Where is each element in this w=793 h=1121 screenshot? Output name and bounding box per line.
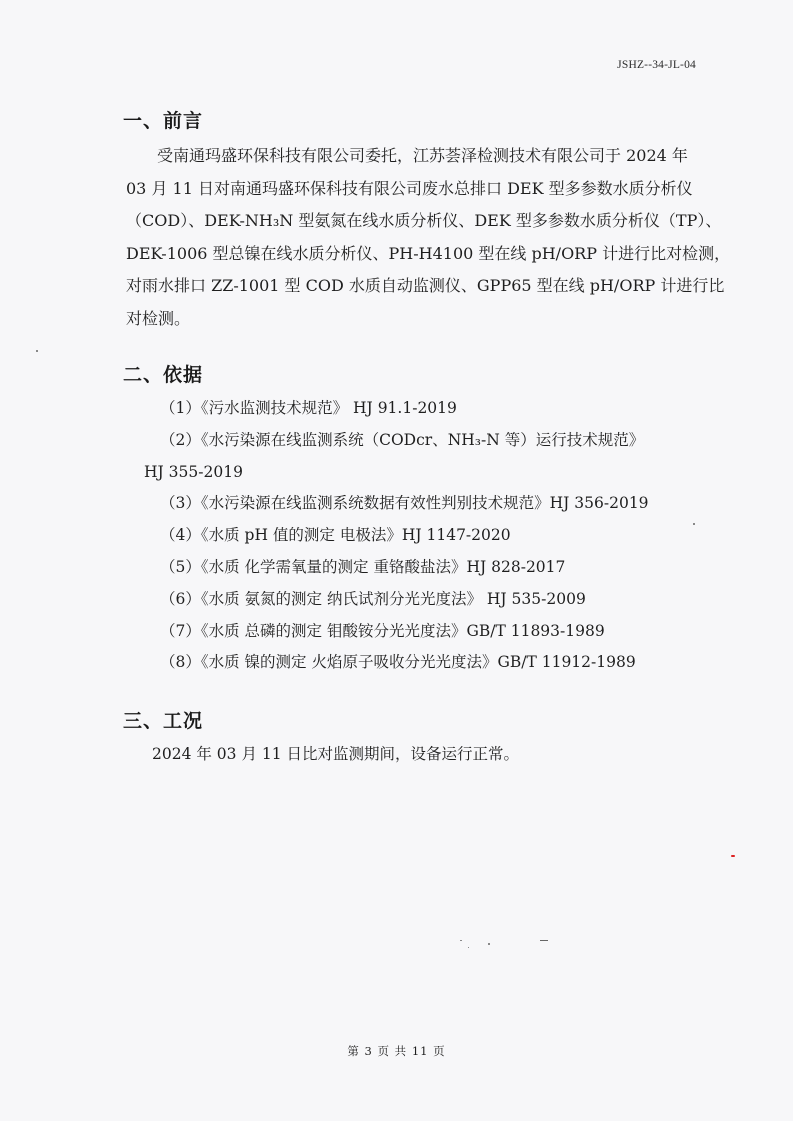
document-code: JSHZ--34-JL-04 — [617, 59, 696, 71]
scan-speck — [731, 855, 735, 857]
scan-speck — [460, 940, 462, 941]
intro-line: 对检测。 — [126, 308, 191, 328]
scan-speck — [36, 350, 38, 352]
scan-speck — [488, 943, 490, 945]
reference-item: （4）《水质 pH 值的测定 电极法》HJ 1147-2020 — [160, 526, 511, 545]
section-heading-conditions: 三、工况 — [123, 710, 204, 732]
intro-line: DEK-1006 型总镍在线水质分析仪、PH-H4100 型在线 pH/ORP 计进行比对检测， — [126, 243, 731, 263]
intro-line: （COD）、DEK-NH₃N 型氨氮在线水质分析仪、DEK 型多参数水质分析仪（TP）、 — [126, 211, 722, 230]
reference-item: （6）《水质 氨氮的测定 纳氏试剂分光光度法》 HJ 535-2009 — [160, 589, 586, 608]
page-footer: 第 3 页 共 11 页 — [347, 1044, 446, 1058]
reference-item-continuation: HJ 355-2019 — [144, 462, 243, 481]
reference-item: （7）《水质 总磷的测定 钼酸铵分光光度法》GB/T 11893-1989 — [160, 621, 605, 640]
intro-line: 受南通玛盛环保科技有限公司委托，江苏荟泽检测技术有限公司于 2024 年 — [157, 146, 688, 165]
reference-list — [126, 393, 706, 679]
intro-paragraph — [126, 140, 731, 335]
intro-line: 对雨水排口 ZZ-1001 型 COD 水质自动监测仪、GPP65 型在线 pH/ORP 计进行比 — [126, 276, 725, 295]
scan-speck — [693, 523, 695, 525]
scan-speck — [468, 947, 469, 948]
conditions-text: 2024 年 03 月 11 日比对监测期间，设备运行正常。 — [152, 745, 520, 763]
reference-item: （3）《水污染源在线监测系统数据有效性判别技术规范》HJ 356-2019 — [160, 494, 649, 513]
reference-item: （5）《水质 化学需氧量的测定 重铬酸盐法》HJ 828-2017 — [160, 557, 566, 576]
reference-item: （1）《污水监测技术规范》 HJ 91.1-2019 — [160, 399, 457, 417]
intro-line: 03 月 11 日对南通玛盛环保科技有限公司废水总排口 DEK 型多参数水质分析仪 — [126, 178, 693, 198]
reference-item: （8）《水质 镍的测定 火焰原子吸收分光光度法》GB/T 11912-1989 — [160, 653, 636, 672]
scan-speck — [540, 940, 548, 941]
reference-item: （2）《水污染源在线监测系统（CODcr、NH₃-N 等）运行技术规范》 — [160, 430, 645, 449]
section-heading-basis: 二、依据 — [123, 364, 204, 386]
section-heading-intro: 一、前言 — [123, 110, 204, 132]
